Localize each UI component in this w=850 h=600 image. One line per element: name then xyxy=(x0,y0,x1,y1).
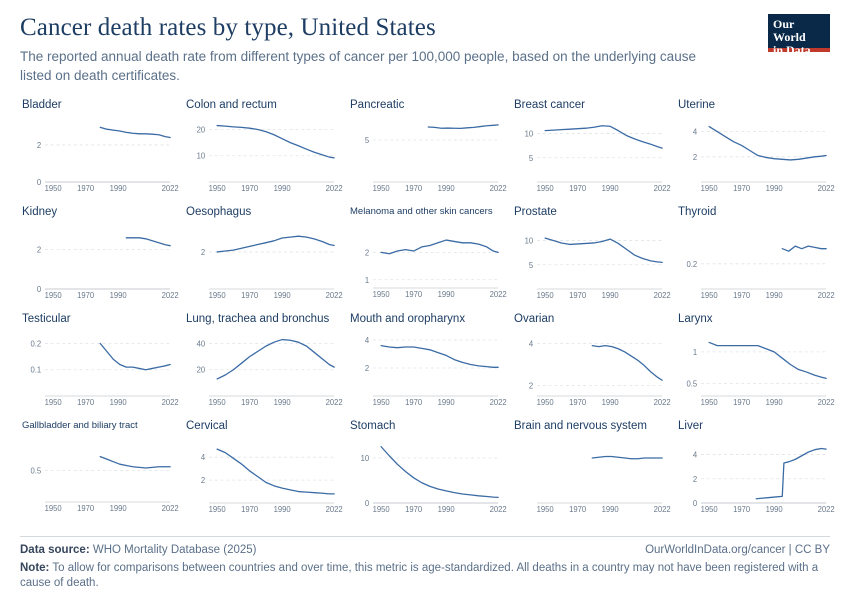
x-tick-label: 1950 xyxy=(44,398,62,408)
panel-title: Mouth and oropharynx xyxy=(350,313,466,326)
chart-panel[interactable] xyxy=(20,99,179,206)
chart-panel[interactable] xyxy=(20,420,179,527)
y-tick-label: 0.5 xyxy=(30,466,42,476)
panel-plot[interactable] xyxy=(20,327,179,411)
x-tick-label: 1990 xyxy=(273,398,291,408)
chart-panel[interactable] xyxy=(348,99,507,206)
y-tick-label: 5 xyxy=(528,260,534,271)
chart-panel[interactable] xyxy=(676,99,835,206)
x-tick-label: 1970 xyxy=(241,291,259,301)
x-tick-label: 1950 xyxy=(536,398,554,408)
x-tick-label: 1990 xyxy=(109,184,127,194)
x-tick-label: 1970 xyxy=(733,291,751,301)
x-tick-label: 1970 xyxy=(241,398,259,408)
y-tick-label: 0.2 xyxy=(30,339,42,349)
note-label: Note: xyxy=(20,561,50,574)
chart-panel[interactable] xyxy=(184,206,343,313)
x-tick-label: 2022 xyxy=(817,291,835,301)
page-subtitle: The reported annual death rate from different types of cancer per 100,000 people, based on the underlying cause listed on death certificates. xyxy=(20,49,696,83)
y-tick-label: 2 xyxy=(364,248,370,258)
x-tick-label: 2022 xyxy=(161,398,179,408)
panel-plot[interactable] xyxy=(348,113,507,197)
panel-title: Kidney xyxy=(22,206,58,219)
x-tick-label: 1990 xyxy=(765,184,783,194)
panel-title: Colon and rectum xyxy=(186,99,277,112)
x-tick-label: 1970 xyxy=(77,398,95,408)
y-tick-label: 0 xyxy=(692,499,698,509)
x-tick-label: 1950 xyxy=(700,291,718,301)
chart-panel[interactable] xyxy=(20,313,179,420)
y-tick-label: 2 xyxy=(36,245,42,255)
x-tick-label: 2022 xyxy=(325,398,343,408)
panel-title: Bladder xyxy=(22,99,62,112)
panel-title: Pancreatic xyxy=(350,99,405,112)
x-tick-label: 2022 xyxy=(325,291,343,301)
panel-title: Prostate xyxy=(514,206,557,219)
x-tick-label: 1990 xyxy=(601,505,619,515)
chart-panel[interactable] xyxy=(676,420,835,527)
x-tick-label: 1950 xyxy=(44,291,62,301)
series-line xyxy=(381,346,498,368)
chart-panel[interactable] xyxy=(676,206,835,313)
x-tick-label: 2022 xyxy=(161,504,179,514)
x-tick-label: 1970 xyxy=(77,291,95,301)
logo-line-2: in Data xyxy=(773,43,811,57)
panel-title: Gallbladder and biliary tract xyxy=(22,420,138,432)
chart-panel[interactable] xyxy=(348,420,507,527)
x-tick-label: 1950 xyxy=(208,505,226,515)
y-tick-label: 4 xyxy=(528,339,534,349)
x-tick-label: 2022 xyxy=(325,505,343,515)
series-line xyxy=(545,126,662,148)
data-source xyxy=(20,544,257,556)
panel-title: Melanoma and other skin cancers xyxy=(350,206,493,218)
x-tick-label: 1950 xyxy=(536,505,554,515)
y-tick-label: 10 xyxy=(196,151,206,162)
y-tick-label: 5 xyxy=(528,153,534,164)
x-tick-label: 1950 xyxy=(700,398,718,408)
panel-plot[interactable] xyxy=(184,327,343,411)
x-tick-label: 1990 xyxy=(437,505,455,515)
x-tick-label: 2022 xyxy=(489,290,507,300)
note-text: To allow for comparisons between countries and over time, this metric is age-standardized. All deaths in a country may not have been registered with a cause of death. xyxy=(20,561,819,590)
panel-plot[interactable] xyxy=(348,219,507,303)
small-multiples-grid xyxy=(20,99,835,527)
y-tick-label: 0 xyxy=(36,285,42,295)
x-tick-label: 1990 xyxy=(109,504,127,514)
panel-title: Brain and nervous system xyxy=(514,420,647,433)
x-tick-label: 1950 xyxy=(208,398,226,408)
x-tick-label: 1950 xyxy=(44,184,62,194)
series-line xyxy=(428,125,498,129)
y-tick-label: 0.5 xyxy=(686,379,698,389)
x-tick-label: 1970 xyxy=(733,505,751,515)
panel-title: Breast cancer xyxy=(514,99,585,112)
series-line xyxy=(381,447,498,498)
data-source-text: WHO Mortality Database (2025) xyxy=(92,543,257,556)
series-line xyxy=(100,457,170,468)
y-tick-label: 1 xyxy=(692,348,698,358)
y-tick-label: 20 xyxy=(196,365,206,376)
panel-plot[interactable] xyxy=(20,433,179,517)
chart-panel[interactable] xyxy=(184,420,343,527)
panel-plot[interactable] xyxy=(676,220,835,304)
y-tick-label: 0.1 xyxy=(30,365,42,376)
panel-plot[interactable] xyxy=(512,113,671,197)
panel-plot[interactable] xyxy=(676,434,835,518)
y-tick-label: 10 xyxy=(524,236,534,246)
panel-title: Larynx xyxy=(678,313,713,326)
owid-logo[interactable] xyxy=(768,14,830,57)
y-tick-label: 0 xyxy=(36,178,42,188)
chart-note xyxy=(20,561,830,592)
x-tick-label: 2022 xyxy=(161,184,179,194)
x-tick-label: 1970 xyxy=(405,184,423,194)
x-tick-label: 1950 xyxy=(208,291,226,301)
chart-panel[interactable] xyxy=(676,313,835,420)
chart-panel[interactable] xyxy=(184,99,343,206)
y-tick-label: 2 xyxy=(692,152,698,163)
data-source-label: Data source: xyxy=(20,543,90,556)
x-tick-label: 1970 xyxy=(77,504,95,514)
x-tick-label: 1970 xyxy=(405,290,423,300)
x-tick-label: 1970 xyxy=(569,398,587,408)
series-line xyxy=(217,449,334,494)
panel-plot[interactable] xyxy=(184,220,343,304)
panel-plot[interactable] xyxy=(676,113,835,197)
x-tick-label: 2022 xyxy=(653,398,671,408)
x-tick-label: 1970 xyxy=(241,505,259,515)
x-tick-label: 1990 xyxy=(273,291,291,301)
y-tick-label: 4 xyxy=(692,127,698,137)
logo-line-1: Our World xyxy=(773,17,806,44)
owid-link[interactable]: OurWorldInData.org/cancer | CC BY xyxy=(645,543,830,556)
series-line xyxy=(756,449,826,499)
chart-panel[interactable] xyxy=(184,313,343,420)
panel-title: Liver xyxy=(678,420,703,433)
x-tick-label: 2022 xyxy=(653,184,671,194)
series-line xyxy=(217,340,334,379)
panel-title: Uterine xyxy=(678,99,716,112)
x-tick-label: 1970 xyxy=(569,184,587,194)
panel-title: Cervical xyxy=(186,420,228,433)
x-tick-label: 1950 xyxy=(536,291,554,301)
panel-title: Ovarian xyxy=(514,313,555,326)
y-tick-label: 10 xyxy=(360,454,370,464)
y-tick-label: 4 xyxy=(200,453,206,463)
x-tick-label: 1990 xyxy=(273,505,291,515)
x-tick-label: 2022 xyxy=(489,398,507,408)
chart-panel[interactable] xyxy=(348,313,507,420)
x-tick-label: 1990 xyxy=(437,398,455,408)
x-tick-label: 1970 xyxy=(405,505,423,515)
x-tick-label: 1950 xyxy=(208,184,226,194)
series-line xyxy=(592,346,662,381)
x-tick-label: 1990 xyxy=(109,398,127,408)
y-tick-label: 5 xyxy=(364,136,370,146)
x-tick-label: 2022 xyxy=(325,184,343,194)
y-tick-label: 2 xyxy=(528,381,534,391)
y-tick-label: 20 xyxy=(196,125,206,135)
y-tick-label: 1 xyxy=(364,275,370,286)
y-tick-label: 2 xyxy=(200,476,206,486)
series-line xyxy=(545,238,662,262)
chart-footer xyxy=(20,536,830,592)
chart-panel[interactable] xyxy=(512,206,671,313)
series-line xyxy=(217,236,334,252)
panel-plot[interactable] xyxy=(512,220,671,304)
x-tick-label: 1990 xyxy=(601,184,619,194)
page-title: Cancer death rates by type, United States xyxy=(20,14,436,41)
series-line xyxy=(100,128,170,138)
x-tick-label: 1990 xyxy=(601,291,619,301)
chart-panel[interactable] xyxy=(512,313,671,420)
x-tick-label: 1970 xyxy=(405,398,423,408)
x-tick-label: 1990 xyxy=(437,184,455,194)
panel-title: Thyroid xyxy=(678,206,717,219)
panel-plot[interactable] xyxy=(348,434,507,518)
panel-plot[interactable] xyxy=(184,113,343,197)
y-tick-label: 2 xyxy=(36,141,42,151)
x-tick-label: 1950 xyxy=(536,184,554,194)
series-line xyxy=(126,238,170,246)
x-tick-label: 1990 xyxy=(765,398,783,408)
panel-title: Stomach xyxy=(350,420,396,433)
x-tick-label: 2022 xyxy=(489,505,507,515)
y-tick-label: 40 xyxy=(196,339,206,349)
y-tick-label: 0 xyxy=(364,499,370,509)
series-line xyxy=(709,343,826,379)
x-tick-label: 1950 xyxy=(372,184,390,194)
series-line xyxy=(100,344,170,370)
x-tick-label: 1950 xyxy=(700,505,718,515)
series-line xyxy=(217,126,334,158)
x-tick-label: 1970 xyxy=(569,291,587,301)
panel-plot[interactable] xyxy=(676,327,835,411)
panel-plot[interactable] xyxy=(20,220,179,304)
x-tick-label: 2022 xyxy=(653,291,671,301)
series-line xyxy=(592,457,662,459)
x-tick-label: 1970 xyxy=(241,184,259,194)
panel-title: Testicular xyxy=(22,313,71,326)
x-tick-label: 1970 xyxy=(733,184,751,194)
x-tick-label: 1990 xyxy=(765,291,783,301)
chart-panel[interactable] xyxy=(512,99,671,206)
y-tick-label: 2 xyxy=(200,248,206,258)
panel-plot[interactable] xyxy=(512,434,671,518)
x-tick-label: 1990 xyxy=(601,398,619,408)
panel-plot[interactable] xyxy=(512,327,671,411)
x-tick-label: 2022 xyxy=(161,291,179,301)
x-tick-label: 1990 xyxy=(109,291,127,301)
y-tick-label: 2 xyxy=(692,474,698,485)
x-tick-label: 2022 xyxy=(653,505,671,515)
y-tick-label: 10 xyxy=(524,129,534,139)
x-tick-label: 1950 xyxy=(372,505,390,515)
x-tick-label: 2022 xyxy=(817,398,835,408)
panel-plot[interactable] xyxy=(348,327,507,411)
y-tick-label: 2 xyxy=(364,364,370,374)
x-tick-label: 1990 xyxy=(273,184,291,194)
x-tick-label: 1950 xyxy=(372,398,390,408)
x-tick-label: 1950 xyxy=(372,290,390,300)
chart-panel[interactable] xyxy=(20,206,179,313)
y-tick-label: 4 xyxy=(692,450,698,460)
panel-title: Oesophagus xyxy=(186,206,252,219)
y-tick-label: 4 xyxy=(364,336,370,346)
x-tick-label: 1950 xyxy=(44,504,62,514)
x-tick-label: 1990 xyxy=(437,290,455,300)
panel-plot[interactable] xyxy=(20,113,179,197)
series-line xyxy=(782,246,826,251)
chart-panel[interactable] xyxy=(348,206,507,313)
x-tick-label: 1990 xyxy=(765,505,783,515)
chart-panel[interactable] xyxy=(512,420,671,527)
x-tick-label: 1950 xyxy=(700,184,718,194)
x-tick-label: 2022 xyxy=(489,184,507,194)
x-tick-label: 2022 xyxy=(817,184,835,194)
x-tick-label: 2022 xyxy=(817,505,835,515)
panel-title: Lung, trachea and bronchus xyxy=(186,313,330,326)
x-tick-label: 1970 xyxy=(569,505,587,515)
series-line xyxy=(381,240,498,254)
y-tick-label: 0.2 xyxy=(686,259,698,270)
panel-plot[interactable] xyxy=(184,434,343,518)
x-tick-label: 1970 xyxy=(733,398,751,408)
x-tick-label: 1970 xyxy=(77,184,95,194)
